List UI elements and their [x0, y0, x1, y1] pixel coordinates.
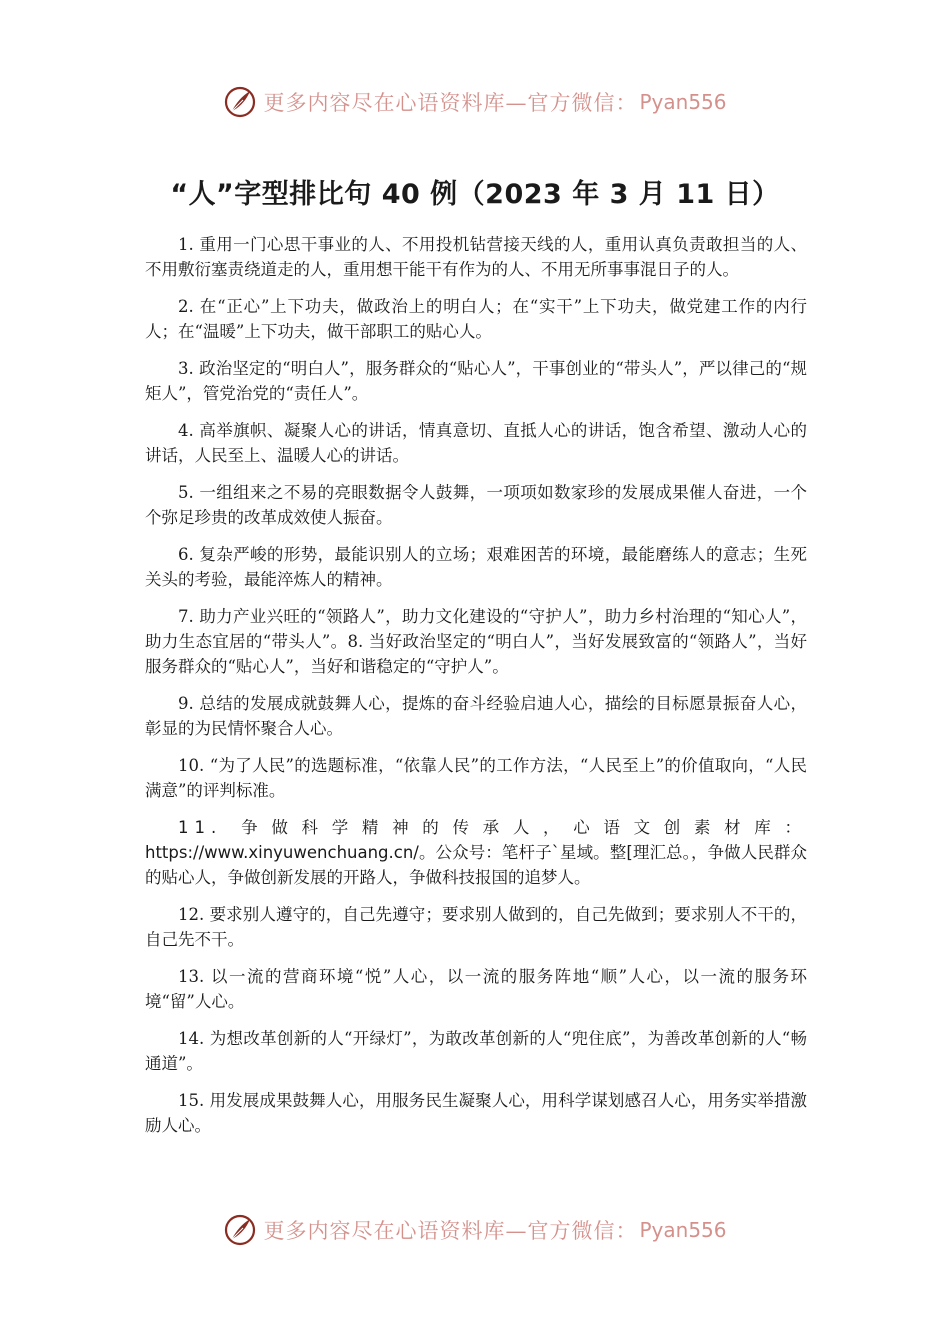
quill-pen-logo-icon — [223, 1213, 257, 1247]
document-body — [145, 232, 807, 1150]
banner-wechat-id: Pyan556 — [639, 1218, 727, 1242]
footer-watermark-banner — [0, 1208, 950, 1252]
paragraph-14: 14. 为想改革创新的人“开绿灯”，为敢改革创新的人“兜住底”，为善改革创新的人“畅通道”。 — [145, 1029, 807, 1073]
paragraph-11-url: https://www.xinyuwenchuang.cn/ — [145, 843, 419, 862]
paragraph-10: 10. “为了人民”的选题标准，“依靠人民”的工作方法，“人民至上”的价值取向，“人民满意”的评判标准。 — [145, 756, 807, 800]
banner-wechat-id: Pyan556 — [639, 90, 727, 114]
paragraph-7-8: 7. 助力产业兴旺的“领路人”，助力文化建设的“守护人”，助力乡村治理的“知心人”，助力生态宜居的“带头人”。8. 当好政治坚定的“明白人”，当好发展致富的“领路人”，当好服务群众的“贴心人”，当好和谐稳定的“守护人”。 — [145, 607, 807, 676]
paragraph-1: 1. 重用一门心思干事业的人、不用投机钻营接天线的人，重用认真负责敢担当的人、不用敷衍塞责绕道走的人，重用想干能干有作为的人、不用无所事事混日子的人。 — [145, 235, 807, 279]
paragraph-11 — [145, 815, 807, 890]
paragraph-15: 15. 用发展成果鼓舞人心，用服务民生凝聚人心，用科学谋划感召人心，用务实举措激励人心。 — [145, 1091, 807, 1135]
paragraph-11-rest: 。公众号：笔杆子`星域。整[理汇总。，争做人民群众的贴心人，争做创新发展的开路人，争做科技报国的追梦人。 — [145, 843, 807, 887]
paragraph-6: 6. 复杂严峻的形势，最能识别人的立场；艰难困苦的环境，最能磨练人的意志；生死关头的考验，最能淬炼人的精神。 — [145, 545, 807, 589]
paragraph-12: 12. 要求别人遵守的，自己先遵守；要求别人做到的，自己先做到；要求别人不干的，自己先不干。 — [145, 905, 807, 949]
paragraph-2: 2. 在“正心”上下功夫，做政治上的明白人；在“实干”上下功夫，做党建工作的内行人；在“温暖”上下功夫，做干部职工的贴心人。 — [145, 297, 807, 341]
header-watermark-banner — [0, 80, 950, 124]
paragraph-3: 3. 政治坚定的“明白人”，服务群众的“贴心人”，干事创业的“带头人”，严以律己的“规矩人”，管党治党的“责任人”。 — [145, 359, 807, 403]
banner-text: 更多内容尽在心语资料库—官方微信： — [263, 91, 638, 115]
paragraph-9: 9. 总结的发展成就鼓舞人心，提炼的奋斗经验启迪人心，描绘的目标愿景振奋人心，彰显的为民情怀聚合人心。 — [145, 694, 807, 738]
quill-pen-logo-icon — [223, 85, 257, 119]
page-title: “人”字型排比句 40 例（2023 年 3 月 11 日） — [170, 179, 780, 210]
banner-text: 更多内容尽在心语资料库—官方微信： — [263, 1219, 638, 1243]
paragraph-4: 4. 高举旗帜、凝聚人心的讲话，情真意切、直抵人心的讲话，饱含希望、激动人心的讲话，人民至上、温暖人心的讲话。 — [145, 421, 807, 465]
paragraph-5: 5. 一组组来之不易的亮眼数据令人鼓舞，一项项如数家珍的发展成果催人奋进，一个个弥足珍贵的改革成效使人振奋。 — [145, 483, 807, 527]
paragraph-13: 13. 以一流的营商环境“悦”人心，以一流的服务阵地“顺”人心，以一流的服务环境“留”人心。 — [145, 967, 807, 1011]
paragraph-11-lead: 11. 争做科学精神的传承人，心语文创素材库： — [178, 818, 807, 837]
